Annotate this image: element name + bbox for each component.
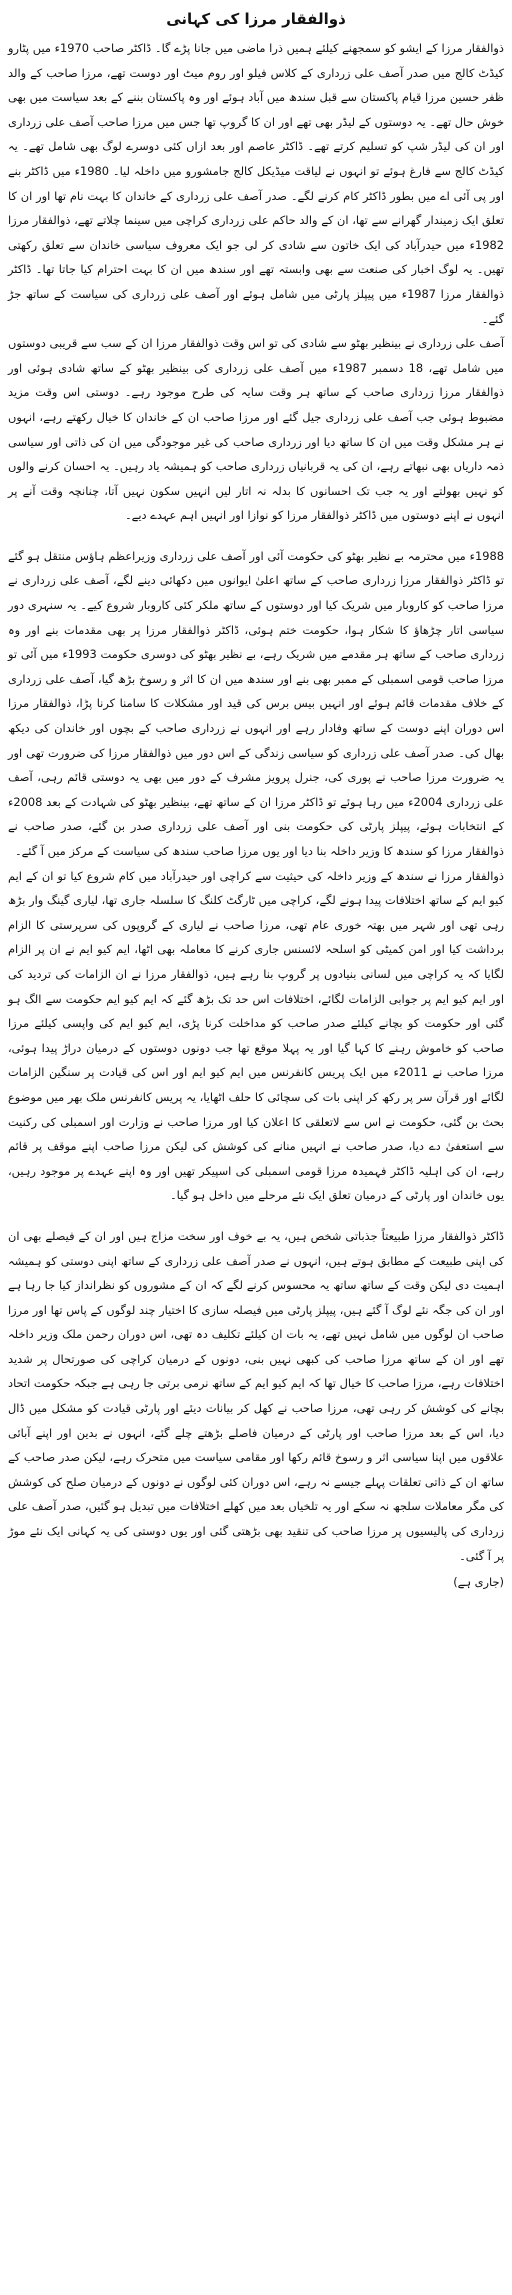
continued-note: (جاری ہے) (453, 1575, 504, 1590)
article-paragraph-5: ڈاکٹر ذوالفقار مرزا طبیعتاً جذباتی شخص ہیں، یہ بے خوف اور سخت مزاج ہیں اور ان کے فیصلے بھی ان کی اپنی طبیعت کے مطابق ہوتے ہیں، انہوں نے صدر آصف علی زرداری کے ساتھ اپنی دوستی کو ہمیشہ اہمیت دی لیکن وقت کے ساتھ ساتھ یہ محسوس کرنے لگے کہ ان کے مشوروں کو نظرانداز کیا جا رہا ہے اور ان کی جگہ نئے لوگ آ گئے ہیں، پیپلز پارٹی میں فیصلہ سازی کا اختیار چند لوگوں کے پاس تھا اور مرزا صاحب ان لوگوں میں شامل نہیں تھے، یہ بات ان کیلئے تکلیف دہ تھی، اس دوران رحمن ملک وزیر داخلہ تھے اور ان کے ساتھ مرزا صاحب کی کبھی نہیں بنی، دونوں کے درمیان کراچی کی صورتحال پر شدید اختلافات رہے، مرزا صاحب کا خیال تھا کہ ایم کیو ایم کے ساتھ نرمی برتی جا رہی ہے جبکہ حکومت اتحاد بچانے کی کوشش کر رہی تھی، مرزا صاحب نے کھل کر بیانات دیئے اور پارٹی قیادت کو مشکل میں ڈال دیا، اس کے بعد مرزا صاحب اور پارٹی کے درمیان فاصلے بڑھتے چلے گئے، انہوں نے بدین اور اپنے آبائی علاقوں میں اپنا سیاسی اثر و رسوخ قائم رکھا اور مقامی سیاست میں متحرک رہے، لیکن صدر صاحب کے ساتھ ان کے ذاتی تعلقات پہلے جیسے نہ رہے، اس دوران کئی لوگوں نے دونوں کے درمیان صلح کی کوشش کی مگر معاملات سلجھ نہ سکے اور یہ تلخیاں بعد میں کھلے اختلافات میں تبدیل ہو گئیں، صدر آصف علی زرداری کی پالیسیوں پر مرزا صاحب کی تنقید بھی بڑھتی گئی اور یوں دوستی کی یہ کہانی ایک نئے موڑ پر آ گئی۔ (8, 1228, 504, 1563)
article-title: ذوالفقار مرزا کی کہانی (166, 10, 346, 28)
paragraph-divider (8, 1208, 504, 1224)
paragraph-divider (8, 528, 504, 544)
article-paragraph-3: 1988ء میں محترمہ بے نظیر بھٹو کی حکومت آئی اور آصف علی زرداری وزیراعظم ہاؤس منتقل ہو گئے تو ڈاکٹر ذوالفقار مرزا زرداری صاحب کے ساتھ اعلیٰ ایوانوں میں دکھائی دینے لگے، آصف علی زرداری نے مرزا صاحب کو کاروبار میں شریک کیا اور دوستوں کے ساتھ ملکر کئی کاروبار شروع کیے۔ یہ سنہری دور سیاسی اتار چڑھاؤ کا شکار ہوا، حکومت ختم ہوئی، ڈاکٹر ذوالفقار مرزا پر بھی مقدمات بنے اور وہ زرداری صاحب کے ساتھ ہر مقدمے میں شریک رہے، بے نظیر بھٹو کی دوسری حکومت 1993ء میں آئی تو مرزا صاحب قومی اسمبلی کے ممبر بھی بنے اور سندھ میں ان کا اثر و رسوخ بڑھ گیا، آصف علی زرداری کے خلاف مقدمات قائم ہوئے اور انہیں بیس برس کی قید اور مشکلات کا سامنا کرنا پڑا، ذوالفقار مرزا اس دوران اپنے دوست کے ساتھ وفادار رہے اور انہوں نے زرداری صاحب کے بچوں اور خاندان کی دیکھ بھال کی۔ صدر آصف علی زرداری کو سیاسی زندگی کے اس دور میں ذوالفقار مرزا کی ضرورت تھی اور یہ ضرورت مرزا صاحب نے پوری کی، جنرل پرویز مشرف کے دور میں بھی یہ دوستی قائم رہی، آصف علی زرداری 2004ء میں رہا ہوئے تو ڈاکٹر مرزا ان کے ساتھ تھے، بینظیر بھٹو کی شہادت کے بعد 2008ء کے انتخابات ہوئے، پیپلز پارٹی کی حکومت بنی اور آصف علی زرداری صدر بن گئے، صدر صاحب نے ذوالفقار مرزا کو سندھ کا وزیر داخلہ بنا دیا اور یوں مرزا صاحب سندھ کی سیاست کے مرکز میں آ گئے۔ (8, 548, 504, 858)
article-paragraph-2: آصف علی زرداری نے بینظیر بھٹو سے شادی کی تو اس وقت ذوالفقار مرزا ان کے سب سے قریبی دوستوں میں شامل تھے، 18 دسمبر 1987ء میں آصف علی زرداری کی بینظیر بھٹو کے ساتھ شادی ہوئی اور ذوالفقار مرزا زرداری صاحب کے ساتھ ہر وقت سایہ کی طرح موجود رہے۔ دوستی اس وقت مزید مضبوط ہوئی جب آصف علی زرداری جیل گئے اور مرزا صاحب ان کے خاندان کا خیال رکھتے رہے، انہوں نے ہر مشکل وقت میں ان کا ساتھ دیا اور زرداری صاحب کی غیر موجودگی میں ان کی ذاتی اور سیاسی ذمہ داریاں بھی نبھاتے رہے، ان کی یہ قربانیاں زرداری صاحب کو ہمیشہ یاد رہیں۔ یہ احسان کرنے والوں کو نہیں بھولتے اور یہ جب تک احسانوں کا بدلہ نہ اتار لیں انہیں سکون نہیں آتا، چنانچہ وقت آنے پر انہوں نے اپنے دوستوں میں ڈاکٹر ذوالفقار مرزا کو نوازا اور انہیں اہم عہدے دیے۔ (8, 336, 505, 523)
article-paragraph-4: ذوالفقار مرزا نے سندھ کے وزیر داخلہ کی حیثیت سے کراچی اور حیدرآباد میں کام شروع کیا تو ان کے ایم کیو ایم کے ساتھ اختلافات پیدا ہونے لگے، کراچی میں ٹارگٹ کلنگ کا سلسلہ جاری تھا، لیاری گینگ وار بڑھ رہی تھی اور شہر میں بھتہ خوری عام تھی، مرزا صاحب نے لیاری کے گروپوں کی سرپرستی کا الزام برداشت کیا اور امن کمیٹی کو اسلحہ لائسنس جاری کرنے کا معاملہ بھی اٹھا، ایم کیو ایم نے ان پر الزام لگایا کہ یہ کراچی میں لسانی بنیادوں پر گروپ بنا رہے ہیں، ذوالفقار مرزا نے ان الزامات کی تردید کی اور ایم کیو ایم پر جوابی الزامات لگائے، اختلافات اس حد تک بڑھ گئے کہ ایم کیو ایم حکومت سے الگ ہو گئی اور حکومت کو بچانے کیلئے صدر صاحب کو مداخلت کرنا پڑی، ایم کیو ایم کی واپسی کیلئے مرزا صاحب کو خاموش رہنے کا کہا گیا اور یہ پہلا موقع تھا جب دونوں دوستوں کے درمیان دراڑ پیدا ہوئی، مرزا صاحب نے 2011ء میں ایک پریس کانفرنس میں ایم کیو ایم اور اس کی قیادت پر سنگین الزامات لگائے اور قرآن سر پر رکھ کر اپنی بات کی سچائی کا حلف اٹھایا، یہ پریس کانفرنس ملک بھر میں موضوع بحث بن گئی، حکومت نے اس سے لاتعلقی کا اعلان کیا اور مرزا صاحب نے وزارت اور اسمبلی کی رکنیت سے استعفیٰ دے دیا، صدر صاحب نے انہیں منانے کی کوشش کی لیکن مرزا صاحب اپنے موقف پر قائم رہے، ان کی اہلیہ ڈاکٹر فہمیدہ مرزا قومی اسمبلی کی اسپیکر تھیں اور وہ اپنے عہدے پر موجود رہیں، یوں خاندان اور پارٹی کے درمیان تعلق ایک نئے مرحلے میں داخل ہو گیا۔ (8, 868, 504, 1203)
article-paragraph-1: ذوالفقار مرزا کے ایشو کو سمجھنے کیلئے ہمیں ذرا ماضی میں جانا پڑے گا۔ ڈاکٹر صاحب 1970ء میں پٹارو کیڈٹ کالج میں صدر آصف علی زرداری کے کلاس فیلو اور روم میٹ اور دوست تھے، مرزا صاحب کے والد ظفر حسین مرزا قیام پاکستان سے قبل سندھ میں آباد ہوئے اور وہ پاکستان بننے کے بعد سیاست میں بھی خوش حال تھے۔ یہ دوستوں کے لیڈر بھی تھے اور ان کا گروپ تھا جس میں مرزا صاحب آصف علی زرداری اور ان کی لیڈر شپ کو تسلیم کرتے تھے۔ ڈاکٹر عاصم اور بعد ازاں کئی دوسرے لوگ بھی شامل تھے۔ یہ کیڈٹ کالج سے فارغ ہوئے تو انہوں نے لیاقت میڈیکل کالج جامشورو میں داخلہ لیا۔ 1980ء میں ڈاکٹر بنے اور پی آئی اے میں بطور ڈاکٹر کام کرنے لگے۔ صدر آصف علی زرداری کے خاندان کا بہت نام تھا اور ان کا تعلق ایک زمیندار گھرانے سے تھا، ان کے والد حاکم علی زرداری کراچی میں سینما چلاتے تھے، ذوالفقار مرزا 1982ء میں حیدرآباد کی ایک خاتون سے شادی کر لی جو ایک معروف سیاسی خاندان سے تعلق رکھتی تھیں۔ یہ لوگ اخبار کی صنعت سے بھی وابستہ تھے اور سندھ میں ان کا بہت احترام کیا جاتا تھا۔ ڈاکٹر ذوالفقار مرزا 1987ء میں پیپلز پارٹی میں شامل ہوئے اور آصف علی زرداری کی سیاست کے ساتھ جڑ گئے۔ (8, 41, 504, 326)
